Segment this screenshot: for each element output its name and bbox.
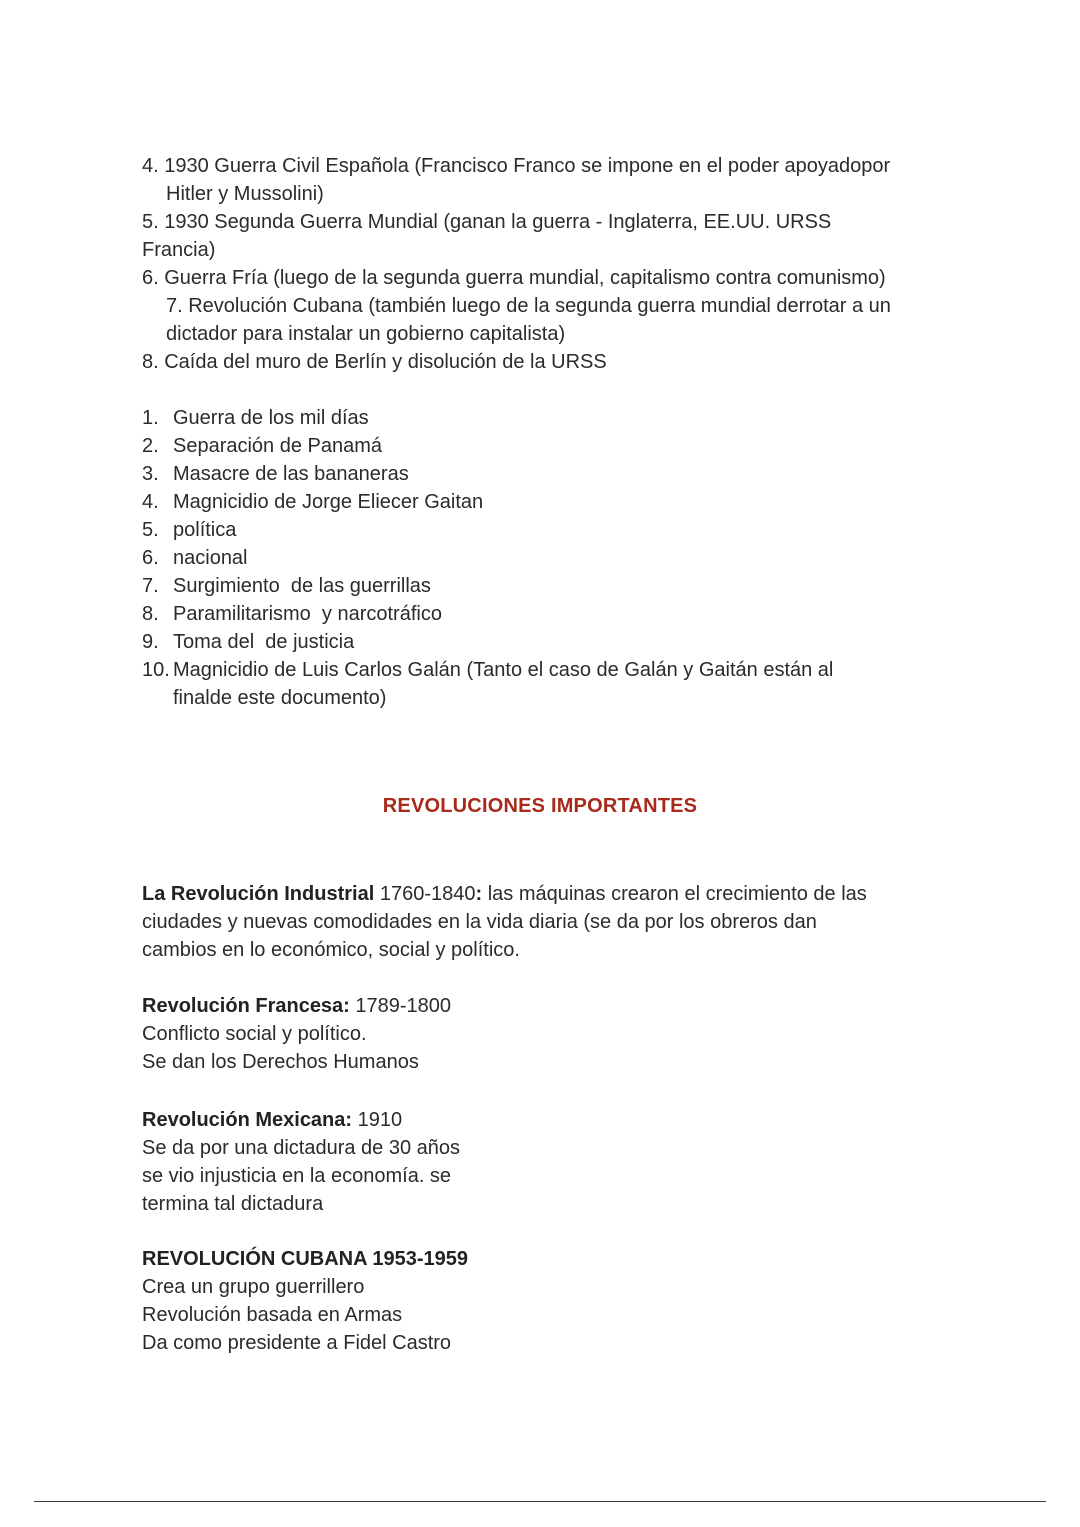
list-number: 8. [142, 603, 159, 625]
list-text: política [173, 519, 237, 541]
revolution-title: La Revolución Industrial [142, 883, 375, 905]
list-item [142, 488, 483, 516]
list-number: 4. [142, 491, 159, 513]
list-text: Guerra de los mil días [173, 407, 369, 429]
list-item: 6. Guerra Fría (luego de la segunda guerra mundial, capitalismo contra comunismo) [142, 267, 886, 289]
list-item-continuation: Francia) [142, 239, 216, 261]
revolution-title: REVOLUCIÓN CUBANA 1953-1959 [142, 1248, 469, 1270]
revolution-title: Revolución Mexicana: [142, 1109, 353, 1131]
list-text: Surgimiento de las guerrillas [173, 575, 431, 597]
footer-divider [34, 1501, 1046, 1502]
list-item: 4. 1930 Guerra Civil Española (Francisco Franco se impone en el poder apoyadopor [142, 155, 891, 177]
paragraph-line: Se dan los Derechos Humanos [142, 1051, 419, 1073]
paragraph-line [142, 880, 867, 908]
list-text: Masacre de las bananeras [173, 463, 409, 485]
paragraph-line: Da como presidente a Fidel Castro [142, 1332, 452, 1354]
list-item [142, 544, 248, 572]
list-item: 5. 1930 Segunda Guerra Mundial (ganan la guerra - Inglaterra, EE.UU. URSS [142, 211, 832, 233]
list-item-continuation: dictador para instalar un gobierno capitalista) [166, 323, 566, 345]
list-item [142, 628, 354, 656]
list-item: 7. Revolución Cubana (también luego de la segunda guerra mundial derrotar a un [166, 295, 891, 317]
list-text: Toma del de justicia [173, 631, 355, 653]
list-item [142, 572, 431, 600]
list-item [142, 432, 382, 460]
revolution-heading [142, 992, 451, 1020]
list-number: 1. [142, 407, 159, 429]
list-number: 5. [142, 519, 159, 541]
list-text: Magnicidio de Luis Carlos Galán (Tanto el caso de Galán y Gaitán están al [173, 659, 834, 681]
list-item [142, 600, 442, 628]
revolution-dates: 1760-1840 [374, 883, 476, 905]
revolution-heading [142, 1106, 402, 1134]
list-number: 2. [142, 435, 159, 457]
revolution-title: Revolución Francesa: [142, 995, 350, 1017]
paragraph-line: Se da por una dictadura de 30 años [142, 1137, 461, 1159]
revolution-dates: 1910 [352, 1109, 403, 1131]
paragraph-line: termina tal dictadura [142, 1193, 324, 1215]
list-number: 3. [142, 463, 159, 485]
revolution-dates: 1789-1800 [349, 995, 452, 1017]
list-item [142, 404, 369, 432]
list-item [142, 656, 833, 684]
list-number: 10. [142, 659, 170, 681]
list-item [142, 460, 409, 488]
list-text: finalde este documento) [173, 687, 387, 709]
paragraph-line: se vio injusticia en la economía. se [142, 1165, 452, 1187]
paragraph-text: las máquinas crearon el crecimiento de las [482, 883, 867, 905]
list-text: nacional [173, 547, 248, 569]
colon: : [475, 883, 483, 905]
list-text: Paramilitarismo y narcotráfico [173, 603, 442, 625]
list-item [142, 516, 236, 544]
list-number: 6. [142, 547, 159, 569]
paragraph-line: cambios en lo económico, social y político. [142, 939, 520, 961]
section-heading: REVOLUCIONES IMPORTANTES [382, 795, 698, 817]
list-number: 9. [142, 631, 159, 653]
list-item-continuation [142, 684, 386, 712]
list-item-continuation: Hitler y Mussolini) [166, 183, 324, 205]
list-text: Magnicidio de Jorge Eliecer Gaitan [173, 491, 484, 513]
list-number: 7. [142, 575, 159, 597]
paragraph-line: Revolución basada en Armas [142, 1304, 403, 1326]
list-item: 8. Caída del muro de Berlín y disolución de la URSS [142, 351, 607, 373]
list-text: Separación de Panamá [173, 435, 383, 457]
paragraph-line: Crea un grupo guerrillero [142, 1276, 365, 1298]
paragraph-line: ciudades y nuevas comodidades en la vida diaria (se da por los obreros dan [142, 911, 817, 933]
paragraph-line: Conflicto social y político. [142, 1023, 367, 1045]
